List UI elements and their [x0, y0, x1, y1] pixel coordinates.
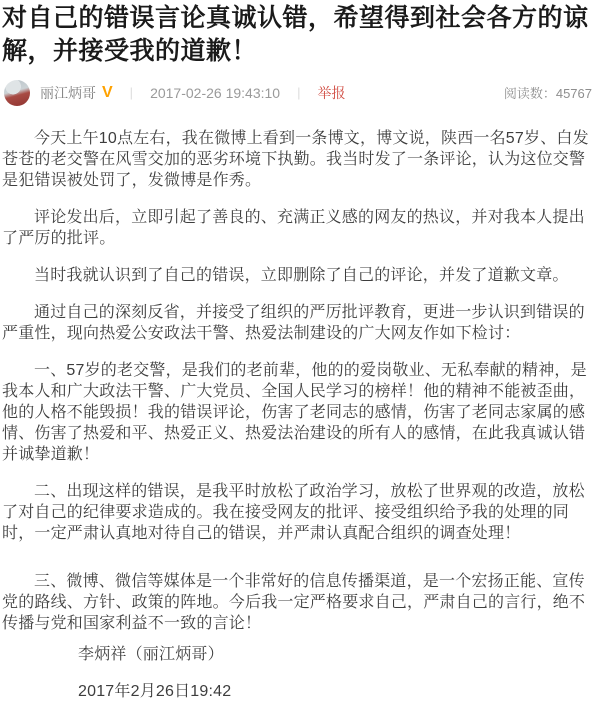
- article-title: 对自己的错误言论真诚认错，希望得到社会各方的谅解，并接受我的道歉！: [2, 4, 589, 65]
- publish-timestamp: 2017-02-26 19:43:10: [150, 84, 281, 101]
- article-paragraph: 三、微博、微信等媒体是一个非常好的信息传播渠道，是一个宏扬正能、宣传党的路线、方针、政策的阵地。今后我一定严格要求自己，严肃自己的言行，绝不传播与党和国家利益不一致的言论！: [2, 573, 586, 632]
- report-link[interactable]: 举报: [317, 84, 346, 101]
- author-avatar[interactable]: [4, 80, 30, 106]
- article-paragraph: 一、57岁的老交警，是我们的老前辈，他的的爱岗敬业、无私奉献的精神，是我本人和广大政法干警、广大党员、全国人民学习的榜样！他的精神不能被歪曲，他的人格不能毁损！我的错误评论，伤害了老同志的感情，伤害了老同志家属的感情、伤害了热爱和平、热爱正义、热爱法治建设的所有人的感情，在此我真诚认错并诚挚道歉！: [2, 362, 587, 463]
- verified-icon: V: [102, 83, 113, 101]
- article-paragraph: 评论发出后，立即引起了善良的、充满正义感的网友的热议，并对我本人提出了严厉的批评。: [2, 209, 585, 247]
- article-paragraph: 当时我就认识到了自己的错误，立即删除了自己的评论，并发了道歉文章。: [34, 267, 569, 284]
- article-meta-bar: [2, 79, 595, 106]
- author-signature: 李炳祥（丽江炳哥）: [78, 646, 224, 663]
- meta-separator: |: [297, 85, 301, 100]
- author-username[interactable]: 丽江炳哥: [40, 84, 96, 101]
- meta-separator: |: [129, 85, 134, 100]
- article-paragraph: 通过自己的深刻反省，并接受了组织的严厉批评教育，更进一步认识到错误的严重性，现向热爱公安政法干警、热爱法制建设的广大网友作如下检讨：: [2, 304, 585, 342]
- signature-date: 2017年2月26日19:42: [78, 683, 232, 700]
- article-paragraph: 今天上午10点左右，我在微博上看到一条博文，博文说，陕西一名57岁、白发苍苍的老交警在风雪交加的恶劣环境下执勤。我当时发了一条评论，认为这位交警是犯错误被处罚了，发微博是作秀。: [2, 130, 589, 189]
- read-count: 阅读数：45767: [503, 86, 592, 101]
- article-paragraph: 二、出现这样的错误，是我平时放松了政治学习，放松了世界观的改造，放松了对自己的纪律要求造成的。我在接受网友的批评、接受组织给予我的处理的同时，一定严肃认真地对待自己的错误，并严肃认真配合组织的调查处理！: [2, 483, 585, 542]
- article-body: [2, 128, 595, 702]
